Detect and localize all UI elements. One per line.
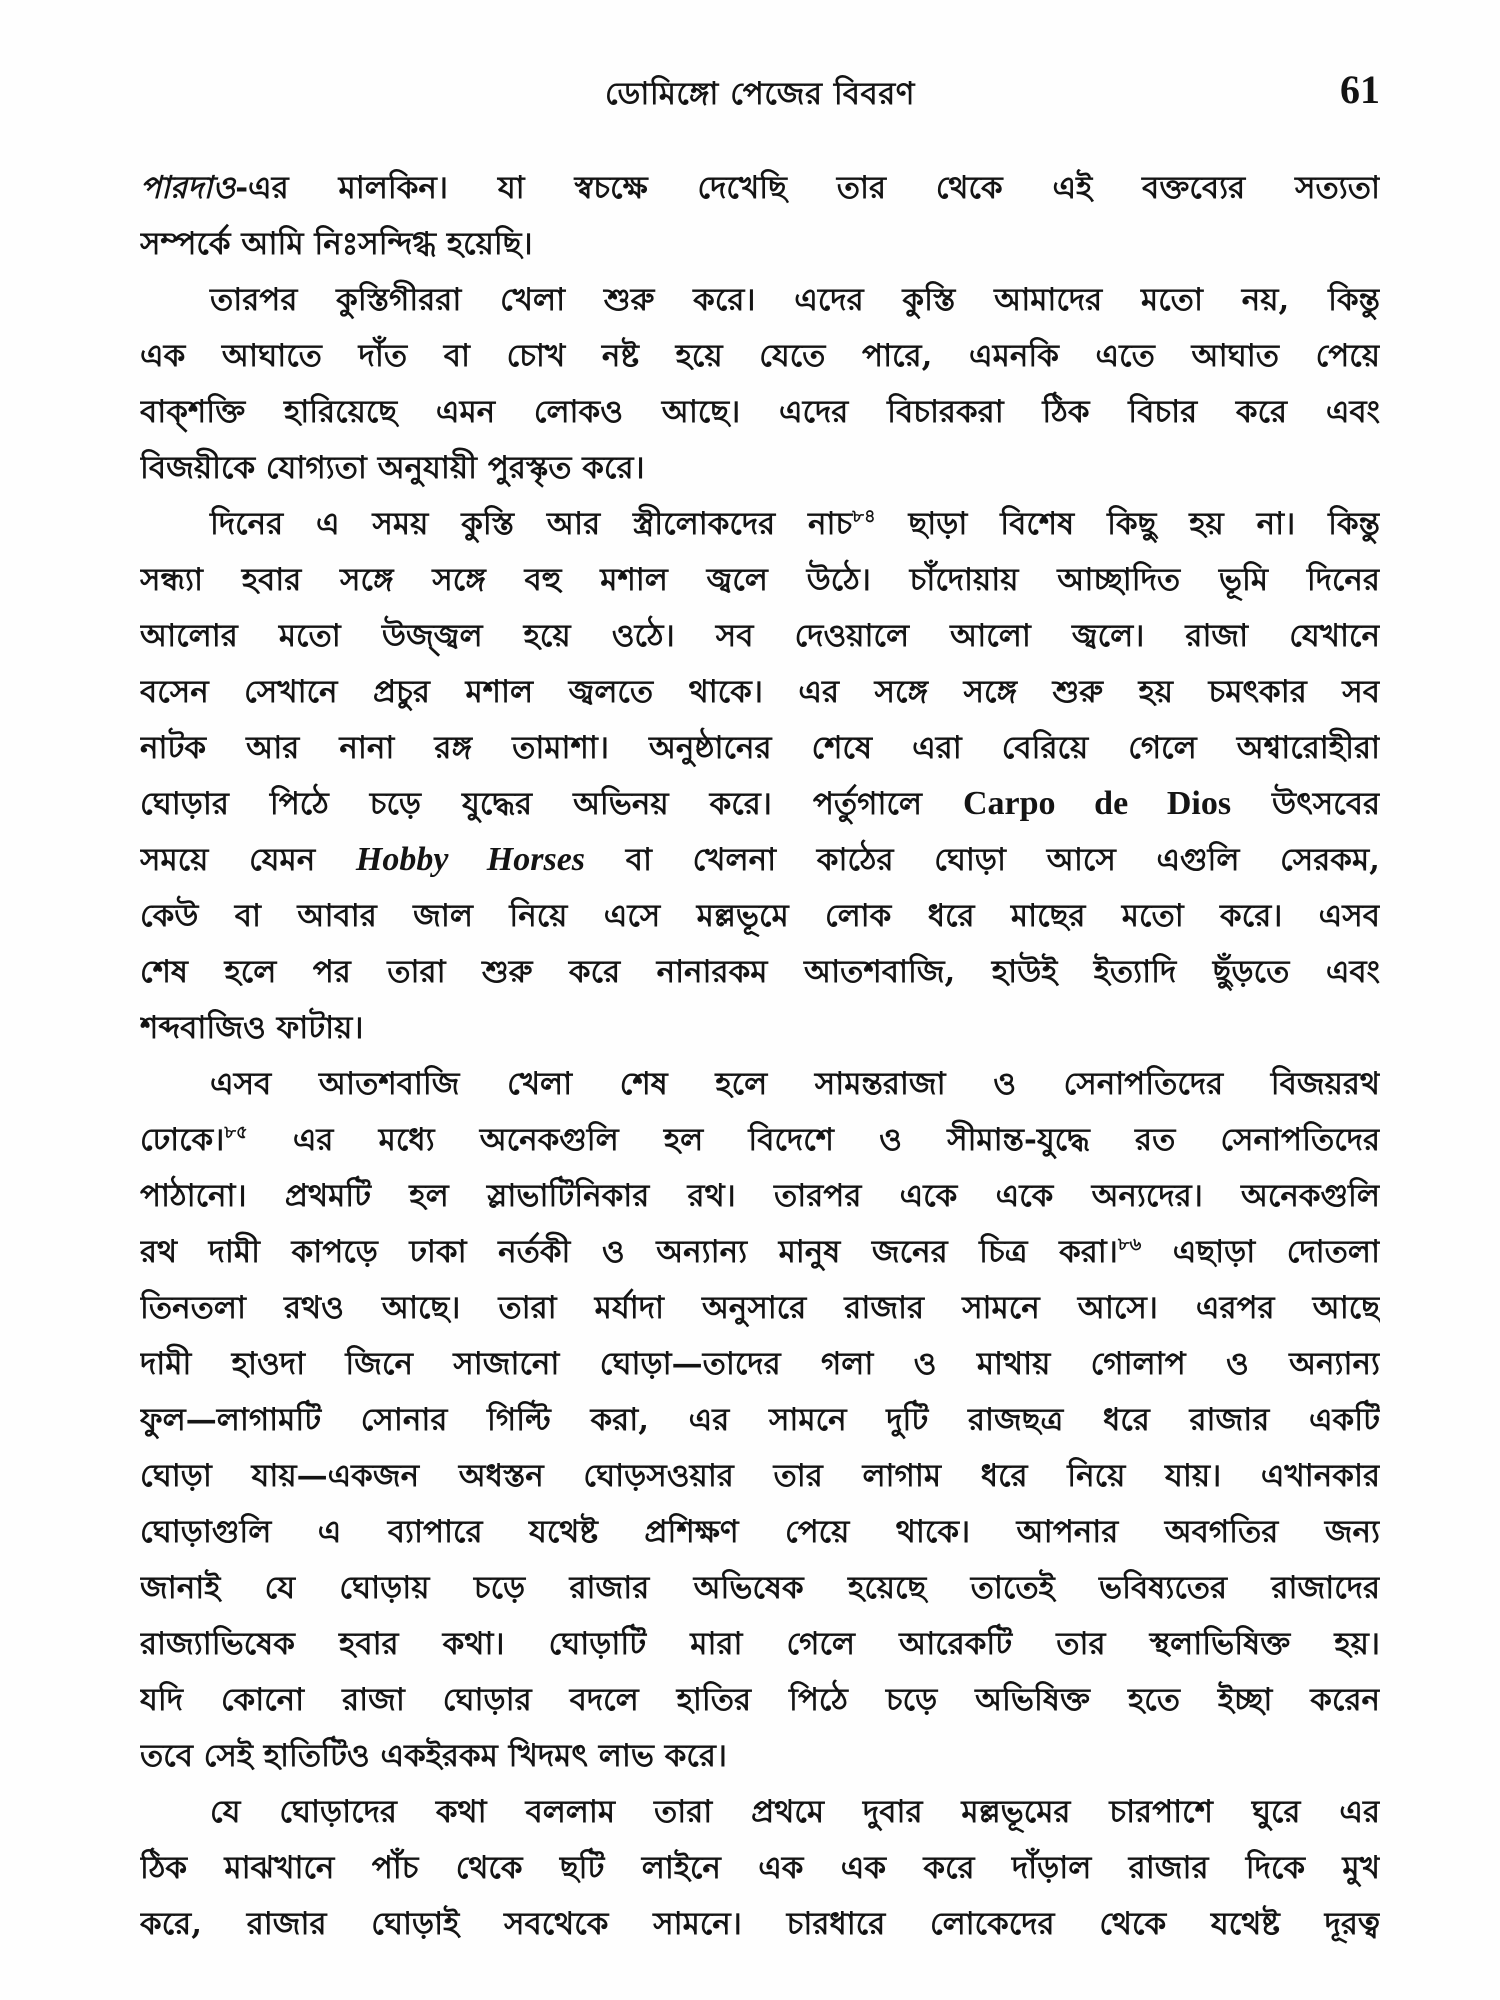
text-line: ঘোড়াগুলি এ ব্যাপারে যথেষ্ট প্রশিক্ষণ পেয়ে থাকে। আপনার অবগতির জন্য bbox=[140, 1514, 1380, 1550]
text-line: তবে সেই হাতিটিও একইরকম খিদমৎ লাভ করে। bbox=[140, 1738, 727, 1774]
text-line: রাজ্যাভিষেক হবার কথা। ঘোড়াটি মারা গেলে আরেকটি তার স্থলাভিষিক্ত হয়। bbox=[140, 1626, 1380, 1662]
text-segment: ঢোকে। bbox=[140, 1122, 225, 1158]
text-segment: এর মধ্যে অনেকগুলি হল বিদেশে ও সীমান্ত-যুদ্ধে রত সেনাপতিদের bbox=[247, 1122, 1380, 1158]
text-line: যদি কোনো রাজা ঘোড়ার বদলে হাতির পিঠে চড়ে অভিষিক্ত হতে ইচ্ছা করেন bbox=[140, 1682, 1380, 1718]
body-text bbox=[140, 160, 1380, 1990]
paragraph-start-line bbox=[140, 496, 1380, 552]
text-line bbox=[140, 776, 1380, 832]
text-segment: রথ দামী কাপড়ে ঢাকা নর্তকী ও অন্যান্য মানুষ জনের চিত্র করা। bbox=[140, 1234, 1118, 1270]
text-segment: উৎসবের bbox=[1231, 786, 1380, 822]
text-line: কেউ বা আবার জাল নিয়ে এসে মল্লভূমে লোক ধরে মাছের মতো করে। এসব bbox=[140, 898, 1380, 934]
text-line: এক আঘাতে দাঁত বা চোখ নষ্ট হয়ে যেতে পারে, এমনকি এতে আঘাত পেয়ে bbox=[140, 338, 1380, 374]
footnote-ref: ৮৬ bbox=[1117, 1234, 1142, 1255]
footnote-ref: ৮৪ bbox=[852, 506, 876, 527]
text-segment: এছাড়া দোতলা bbox=[1141, 1234, 1380, 1270]
text-line: আলোর মতো উজ্জ্বল হয়ে ওঠে। সব দেওয়ালে আলো জ্বলে। রাজা যেখানে bbox=[140, 618, 1380, 654]
text-line: ফুল—লাগামটি সোনার গিল্টি করা, এর সামনে দুটি রাজছত্র ধরে রাজার একটি bbox=[140, 1402, 1380, 1438]
text-line: জানাই যে ঘোড়ায় চড়ে রাজার অভিষেক হয়েছে তাতেই ভবিষ্যতের রাজাদের bbox=[140, 1570, 1380, 1606]
text-line: ঘোড়া যায়—একজন অধস্তন ঘোড়সওয়ার তার লাগাম ধরে নিয়ে যায়। এখানকার bbox=[140, 1458, 1380, 1494]
footnote-ref: ৮৫ bbox=[224, 1122, 248, 1143]
text-line bbox=[140, 1224, 1380, 1280]
text-segment: বা খেলনা কাঠের ঘোড়া আসে এগুলি সেরকম, bbox=[585, 842, 1380, 878]
text-segment: ঘোড়ার পিঠে চড়ে যুদ্ধের অভিনয় করে। পর্তুগালে bbox=[140, 786, 963, 822]
text-line: পাঠানো। প্রথমটি হল স্লাভাটিনিকার রথ। তারপর একে একে অন্যদের। অনেকগুলি bbox=[140, 1178, 1380, 1214]
text-line bbox=[140, 832, 1380, 888]
text-line: বসেন সেখানে প্রচুর মশাল জ্বলতে থাকে। এর সঙ্গে সঙ্গে শুরু হয় চমৎকার সব bbox=[140, 674, 1380, 710]
text-line: করে, রাজার ঘোড়াই সবথেকে সামনে। চারধারে লোকেদের থেকে যথেষ্ট দূরত্ব bbox=[140, 1906, 1380, 1942]
running-title: ডোমিঙ্গো পেজের বিবরণ bbox=[604, 76, 916, 112]
text-segment: -এর মালকিন। যা স্বচক্ষে দেখেছি তার থেকে এই বক্তব্যের সত্যতা bbox=[235, 170, 1380, 206]
latin-phrase: Carpo de Dios bbox=[962, 785, 1232, 822]
text-line: সম্পর্কে আমি নিঃসন্দিগ্ধ হয়েছি। bbox=[140, 226, 533, 262]
paragraph-start-line: এসব আতশবাজি খেলা শেষ হলে সামন্তরাজা ও সেনাপতিদের বিজয়রথ bbox=[210, 1066, 1380, 1102]
text-line: সন্ধ্যা হবার সঙ্গে সঙ্গে বহু মশাল জ্বলে উঠে। চাঁদোয়ায় আচ্ছাদিত ভূমি দিনের bbox=[140, 562, 1380, 598]
text-segment: সময়ে যেমন bbox=[140, 842, 356, 878]
paragraph-start-line: তারপর কুস্তিগীররা খেলা শুরু করে। এদের কুস্তি আমাদের মতো নয়, কিন্তু bbox=[210, 282, 1380, 318]
italic-word: পারদাও bbox=[140, 170, 236, 206]
text-line: তিনতলা রথও আছে। তারা মর্যাদা অনুসারে রাজার সামনে আসে। এরপর আছে bbox=[140, 1290, 1380, 1326]
latin-italic-phrase: Hobby Horses bbox=[355, 841, 586, 878]
text-segment: দিনের এ সময় কুস্তি আর স্ত্রীলোকদের নাচ bbox=[210, 506, 853, 542]
text-line: বিজয়ীকে যোগ্যতা অনুযায়ী পুরস্কৃত করে। bbox=[140, 450, 645, 486]
page-number: 61 bbox=[1340, 67, 1380, 112]
text-line: বাক্‌শক্তি হারিয়েছে এমন লোকও আছে। এদের বিচারকরা ঠিক বিচার করে এবং bbox=[140, 394, 1380, 430]
text-line bbox=[140, 1112, 1380, 1168]
text-line: নাটক আর নানা রঙ্গ তামাশা। অনুষ্ঠানের শেষে এরা বেরিয়ে গেলে অশ্বারোহীরা bbox=[140, 730, 1380, 766]
running-head bbox=[140, 66, 1380, 126]
text-line: শেষ হলে পর তারা শুরু করে নানারকম আতশবাজি, হাউই ইত্যাদি ছুঁড়তে এবং bbox=[140, 954, 1380, 990]
paragraph-start-line: যে ঘোড়াদের কথা বললাম তারা প্রথমে দুবার মল্লভূমের চারপাশে ঘুরে এর bbox=[210, 1794, 1380, 1830]
text-line: শব্দবাজিও ফাটায়। bbox=[140, 1010, 364, 1046]
text-segment: ছাড়া বিশেষ কিছু হয় না। কিন্তু bbox=[875, 506, 1380, 542]
text-line: দামী হাওদা জিনে সাজানো ঘোড়া—তাদের গলা ও মাথায় গোলাপ ও অন্যান্য bbox=[140, 1346, 1380, 1382]
text-line bbox=[140, 160, 1380, 216]
text-line: ঠিক মাঝখানে পাঁচ থেকে ছটি লাইনে এক এক করে দাঁড়াল রাজার দিকে মুখ bbox=[140, 1850, 1380, 1886]
